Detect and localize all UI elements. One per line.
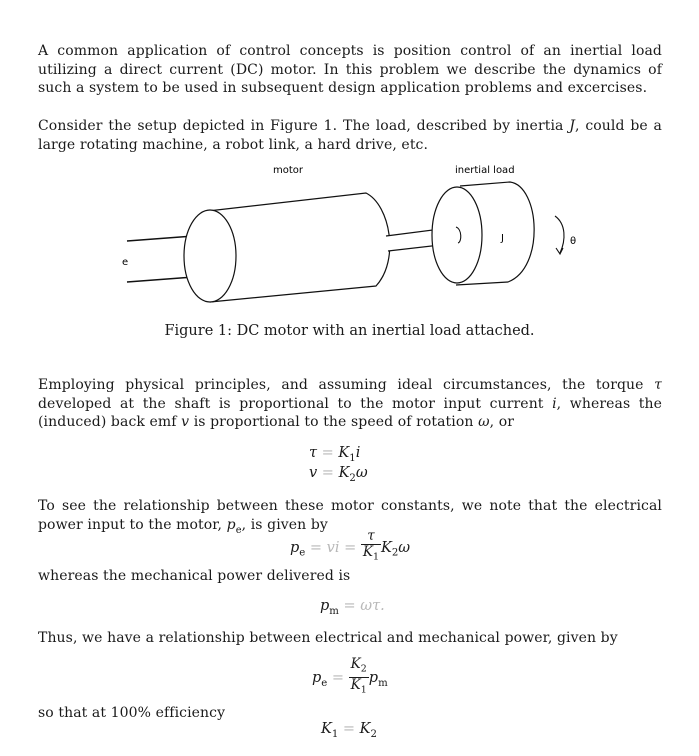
relationship-text-b: , is given by xyxy=(241,516,328,533)
efficiency-paragraph: so that at 100% efficiency xyxy=(38,705,226,721)
omega-var: ω xyxy=(478,414,490,430)
power-relation-paragraph: Thus, we have a relationship between electrical and mechanical power, given by xyxy=(38,630,618,646)
figure-caption: Figure 1: DC motor with an inertial load attached. xyxy=(164,323,535,339)
torque-var: τ xyxy=(654,377,662,393)
current-var: i xyxy=(552,395,557,412)
intro-paragraph: A common application of control concepts is position control of an inertial load utilizing a direct current (DC) motor. In this problem we describe the dynamics of such a system to be used in subsequent design application problems and excercises. xyxy=(38,43,662,96)
load-label: inertial load xyxy=(455,165,515,176)
physics-text-b: developed at the shaft is proportional to the motor input current xyxy=(38,395,553,412)
equation-torque: $\tau = K_1i$ xyxy=(309,445,361,464)
equation-mechanical-power: $p_m = \omega\tau$. xyxy=(320,598,385,617)
physics-text-c: , whereas the (induced) back emf xyxy=(38,395,662,430)
physics-paragraph xyxy=(38,376,662,432)
load-front-face xyxy=(432,187,482,283)
equation-power-ratio: $p_e$ = $\frac{K_2}{K_1}$ $p_m$ xyxy=(312,656,388,696)
rotation-arrow xyxy=(555,216,564,253)
setup-text-b: , could be a large rotating machine, a robot link, a hard drive, etc. xyxy=(38,118,662,153)
voltage-label: e xyxy=(122,257,129,268)
equation-electrical-power: $p_e$ = vi = $\frac{\tau}{K_1}$ $K_2\omega$ xyxy=(290,528,411,563)
physics-text-d: is proportional to the speed of rotation xyxy=(189,414,479,430)
motor-label: motor xyxy=(273,165,304,176)
motor-figure xyxy=(0,160,699,335)
inertia-var: J xyxy=(569,118,575,134)
mechanical-paragraph: whereas the mechanical power delivered is xyxy=(38,568,351,584)
relationship-text-a: To see the relationship between these motor constants, we note that the electrical power input to the motor, xyxy=(38,498,662,533)
angle-label: θ xyxy=(570,236,577,247)
emf-var: v xyxy=(181,414,190,430)
motor-front-face xyxy=(184,210,236,302)
inertia-label: J xyxy=(501,233,504,244)
physics-text-e: , or xyxy=(489,414,515,430)
setup-text-a: Consider the setup depicted in Figure 1. The load, described by inertia xyxy=(38,118,570,134)
equation-emf: $v = K_2\omega$ xyxy=(309,465,368,484)
pe-var: p xyxy=(226,516,236,533)
pe-sub: e xyxy=(235,524,242,536)
rotation-arrowhead xyxy=(556,248,563,254)
equation-constants-equal: $K_1 = K_2$ xyxy=(321,721,377,740)
setup-paragraph xyxy=(38,117,662,154)
physics-text-a: Employing physical principles, and assuming ideal circumstances, the torque xyxy=(38,377,655,393)
